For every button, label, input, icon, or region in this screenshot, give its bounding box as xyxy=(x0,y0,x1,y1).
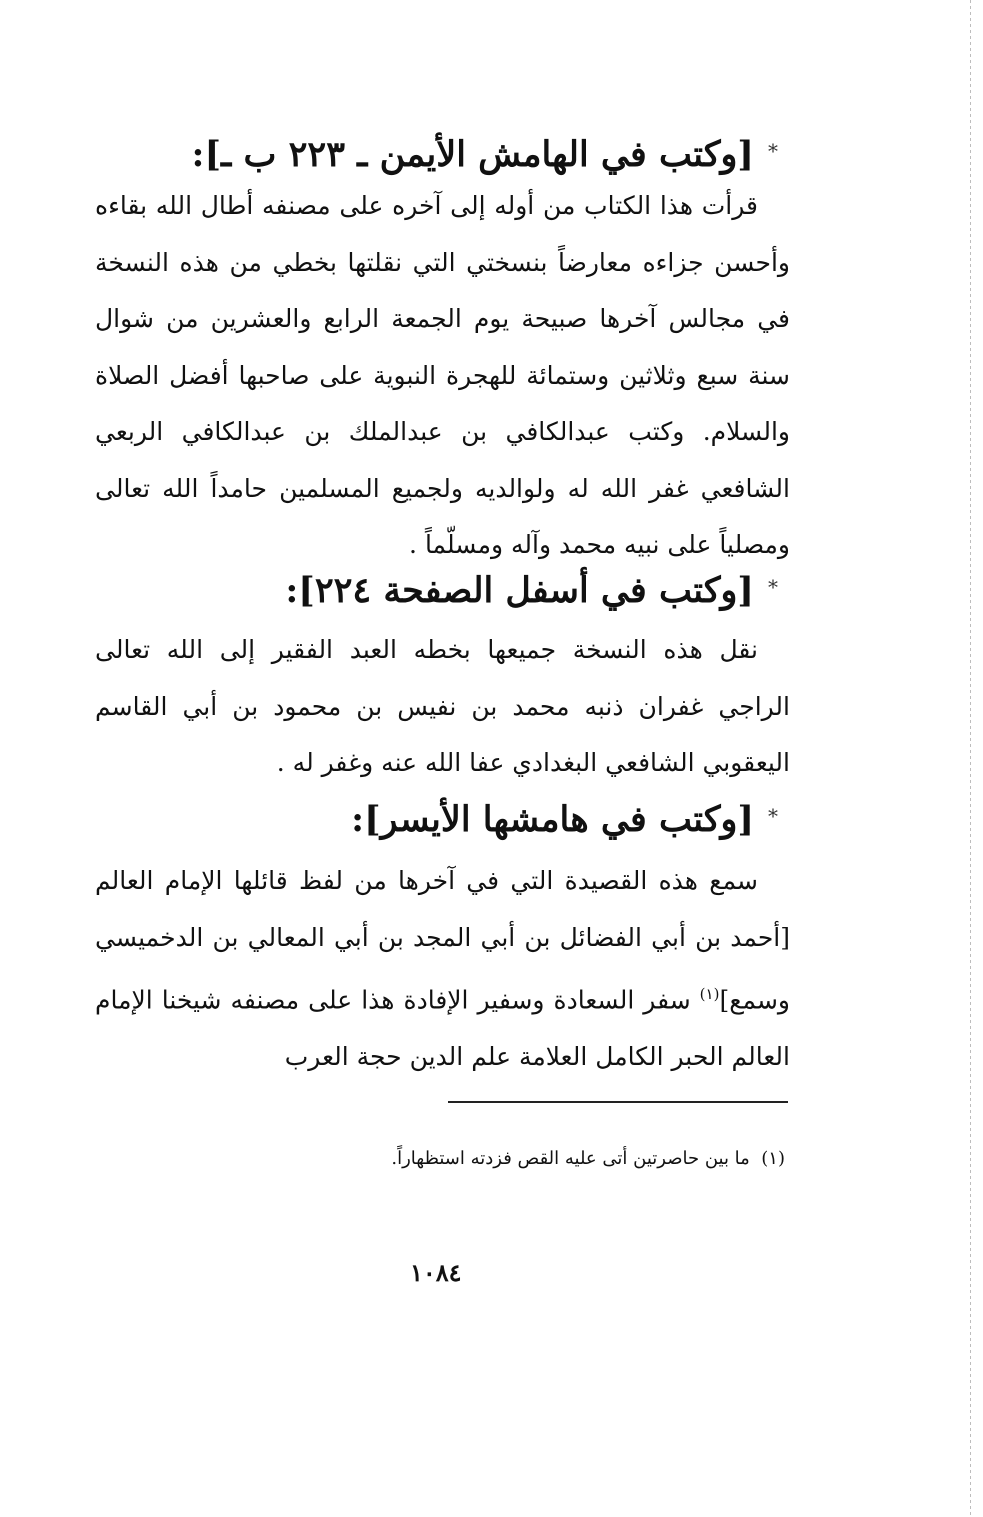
heading-text: [وكتب في هامشها الأيسر]: xyxy=(351,799,754,840)
asterisk-marker: * xyxy=(768,804,778,828)
footnote-text: ما بين حاصرتين أتى عليه القص فزدته استظهاراً. xyxy=(391,1148,750,1169)
scan-edge-line xyxy=(970,0,971,1517)
paragraph-text: سمع هذه القصيدة التي في آخرها من لفظ قائلها الإمام العالم [أحمد بن أبي الفضائل بن أبي المجد بن أبي المعالي بن الدخميسي وسمع] xyxy=(95,866,790,1015)
footnote-separator xyxy=(448,1101,788,1103)
paragraph-copy-note xyxy=(95,622,790,792)
heading-text: [وكتب في الهامش الأيمن ـ ٢٢٣ ب ـ]: xyxy=(191,134,754,175)
footnote-marker: (١) xyxy=(761,1148,785,1169)
heading-right-margin xyxy=(192,126,778,180)
page-number: ١٠٨٤ xyxy=(410,1258,462,1287)
paragraph-text: نقل هذه النسخة جميعها بخطه العبد الفقير إلى الله تعالى الراجي غفران ذنبه محمد بن نفيس بن محمود بن أبي القاسم اليعقوبي الشافعي البغدادي عفا الله عنه وغفر له . xyxy=(95,635,790,777)
heading-bottom-of-page xyxy=(285,562,778,616)
paragraph-audition-note xyxy=(95,853,790,1085)
asterisk-marker: * xyxy=(768,139,778,163)
heading-text: [وكتب في أسفل الصفحة ٢٢٤]: xyxy=(285,570,754,611)
paragraph-text: قرأت هذا الكتاب من أوله إلى آخره على مصنفه أطال الله بقاءه وأحسن جزاءه معارضاً بنسختي التي نقلتها بخطي من هذه النسخة في مجالس آخرها صبيحة يوم الجمعة الرابع والعشرين من شوال سنة سبع وثلاثين وستمائة للهجرة النبوية على صاحبها أفضل الصلاة والسلام. وكتب عبدالكافي بن عبدالملك بن عبدالكافي الربعي الشافعي غفر الله له ولوالديه ولجميع المسلمين حامداً الله تعالى ومصلياً على نبيه محمد وآله ومسلّماً . xyxy=(95,191,790,559)
asterisk-marker: * xyxy=(768,575,778,599)
footnote-reference: (١) xyxy=(699,985,720,1003)
paragraph-text-continued: سفر السعادة وسفير الإفادة هذا على مصنفه شيخنا الإمام العالم الحبر الكامل العلامة علم الدين حجة العرب xyxy=(95,985,790,1071)
footnote xyxy=(391,1148,785,1169)
paragraph-reading-note xyxy=(95,178,790,574)
heading-left-margin xyxy=(351,791,778,845)
